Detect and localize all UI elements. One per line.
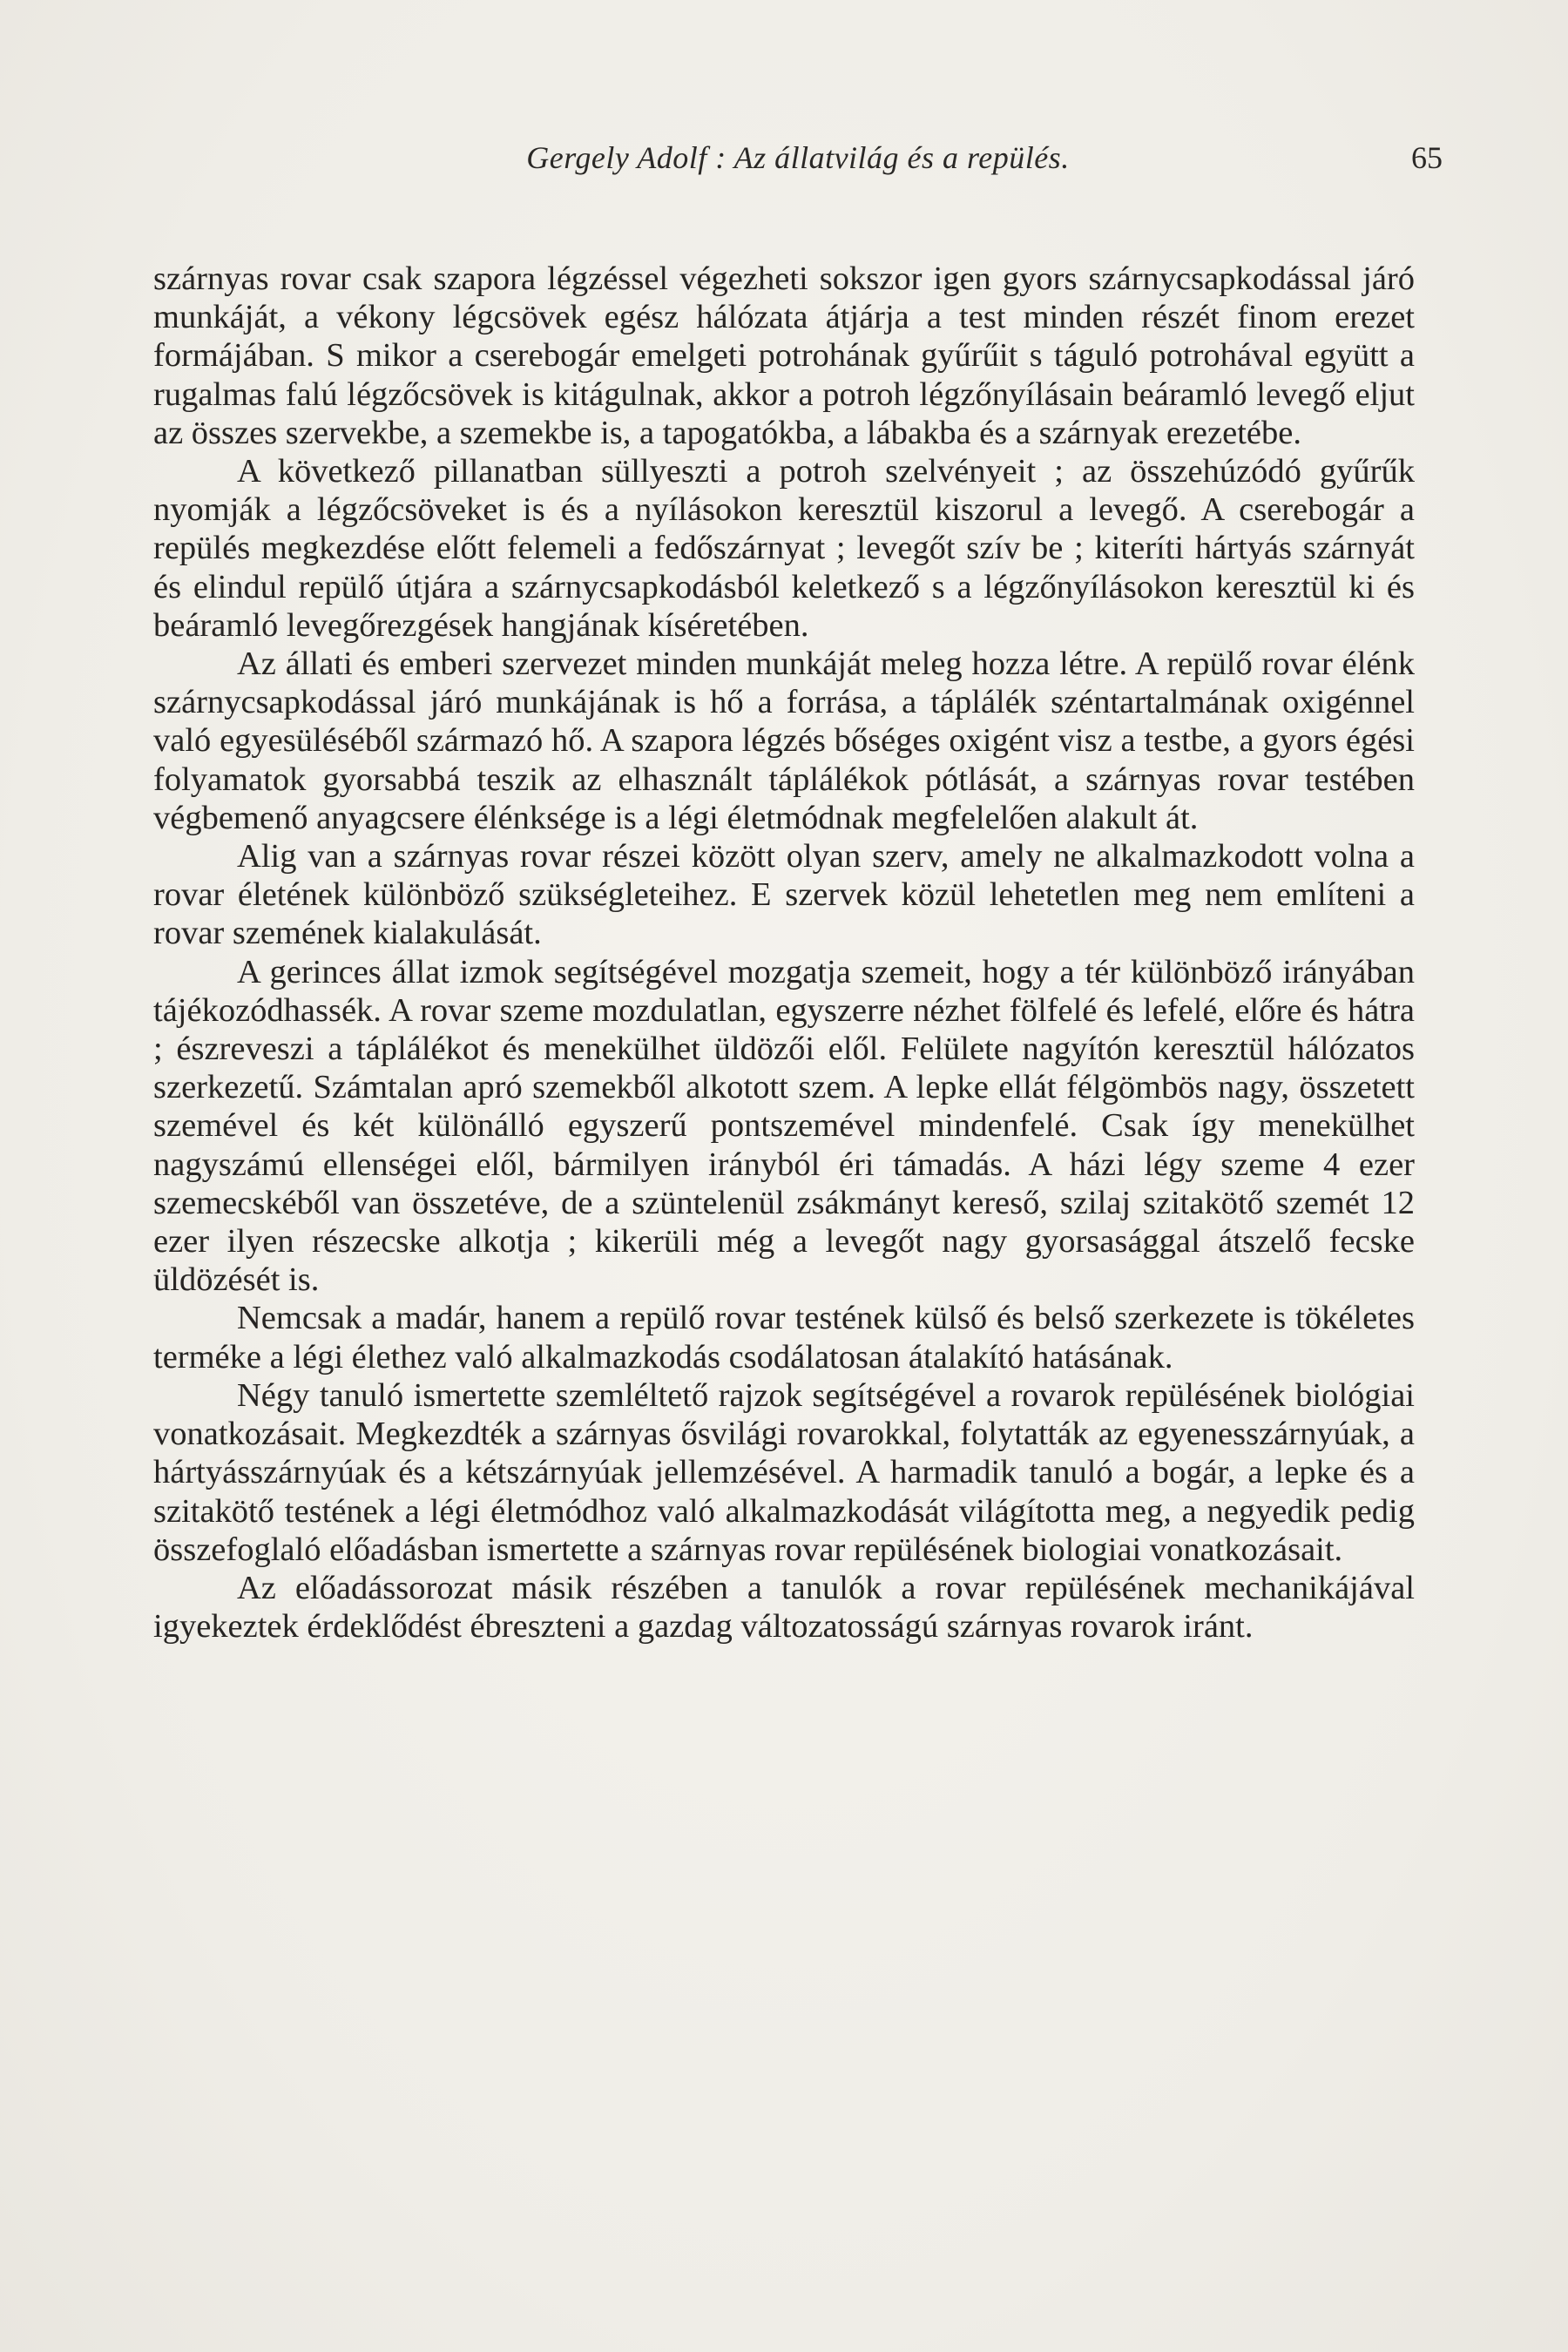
page-number: 65 bbox=[1411, 140, 1443, 175]
running-title: Gergely Adolf : Az állatvilág és a repülés. bbox=[526, 140, 1070, 175]
paragraph: szárnyas rovar csak szapora légzéssel végezheti sokszor igen gyors szárnycsapkodással járó munkáját, a vékony légcsövek egész hálózata átjárja a test minden részét finom erezet formájában. S mikor a cserebogár emelgeti potrohának gyűrűit s táguló potrohával együtt a rugalmas falú légzőcsövek is kitágulnak, akkor a potroh légzőnyílásain beáramló levegő eljut az összes szervekbe, a szemekbe is, a tapogatókba, a lábakba és a szárnyak erezetébe. bbox=[153, 260, 1415, 451]
paragraph: Az állati és emberi szervezet minden munkáját meleg hozza létre. A repülő rovar élénk szárnycsapkodással járó munkájának is hő a forrása, a táplálék széntartalmának oxigénnel való egyesüléséből származó hő. A szapora légzés bőséges oxigént visz a testbe, a gyors égési folyamatok gyorsabbá teszik az elhasznált táplálékok pótlását, a szárnyas rovar testében végbemenő anyagcsere élénksége is a légi életmódnak megfelelően alakult át. bbox=[153, 645, 1415, 836]
running-header bbox=[153, 139, 1443, 183]
paragraph: A következő pillanatban süllyeszti a potroh szelvényeit ; az összehúzódó gyűrűk nyomják a légzőcsöveket is és a nyílásokon keresztül kiszorul a levegő. A cserebogár a repülés megkezdése előtt felemeli a fedőszárnyat ; levegőt szív be ; kiteríti hártyás szárnyát és elindul repülő útjára a szárnycsapkodásból keletkező s a légzőnyílásokon keresztül ki és beáramló levegőrezgések hangjának kíséretében. bbox=[153, 453, 1415, 644]
paragraph: Nemcsak a madár, hanem a repülő rovar testének külső és belső szerkezete is tökéletes terméke a légi élethez való alkalmazkodás csodálatosan átalakító hatásának. bbox=[153, 1300, 1415, 1375]
body-text bbox=[153, 260, 1415, 1646]
paragraph: Alig van a szárnyas rovar részei között olyan szerv, amely ne alkalmazkodott volna a rovar életének különböző szükségleteihez. E szervek közül lehetetlen meg nem említeni a rovar szemének kialakulását. bbox=[153, 838, 1415, 952]
paragraph: A gerinces állat izmok segítségével mozgatja szemeit, hogy a tér különböző irányában tájékozódhassék. A rovar szeme mozdulatlan, egyszerre nézhet fölfelé és lefelé, előre és hátra ; észreveszi a táplálékot és menekülhet üldözői elől. Felülete nagyítón keresztül hálózatos szerkezetű. Számtalan apró szemekből alkotott szem. A lepke ellát félgömbös nagy, összetett szemével és két különálló egyszerű pontszemével mindenfelé. Csak így menekülhet nagyszámú ellenségei elől, bármilyen irányból éri támadás. A házi légy szeme 4 ezer szemecskéből van összetéve, de a szüntelenül zsákmányt kereső, szilaj szitakötő szemét 12 ezer ilyen részecske alkotja ; kikerüli még a levegőt nagy gyorsasággal átszelő fecske üldözését is. bbox=[153, 953, 1415, 1299]
paragraph: Az előadássorozat másik részében a tanulók a rovar repülésének mechanikájával igyekeztek érdeklődést ébreszteni a gazdag változatosságú szárnyas rovarok iránt. bbox=[153, 1569, 1415, 1646]
paragraph: Négy tanuló ismertette szemléltető rajzok segítségével a rovarok repülésének biológiai vonatkozásait. Megkezdték a szárnyas ősvilági rovarokkal, folytatták az egyenesszárnyúak, a hártyásszárnyúak és a kétszárnyúak jellemzésével. A harmadik tanuló a bogár, a lepke és a szitakötő testének a légi életmódhoz való alkalmazkodását világította meg, a negyedik pedig összefoglaló előadásban ismertette a szárnyas rovar repülésének biologiai vonatkozásait. bbox=[153, 1376, 1415, 1568]
